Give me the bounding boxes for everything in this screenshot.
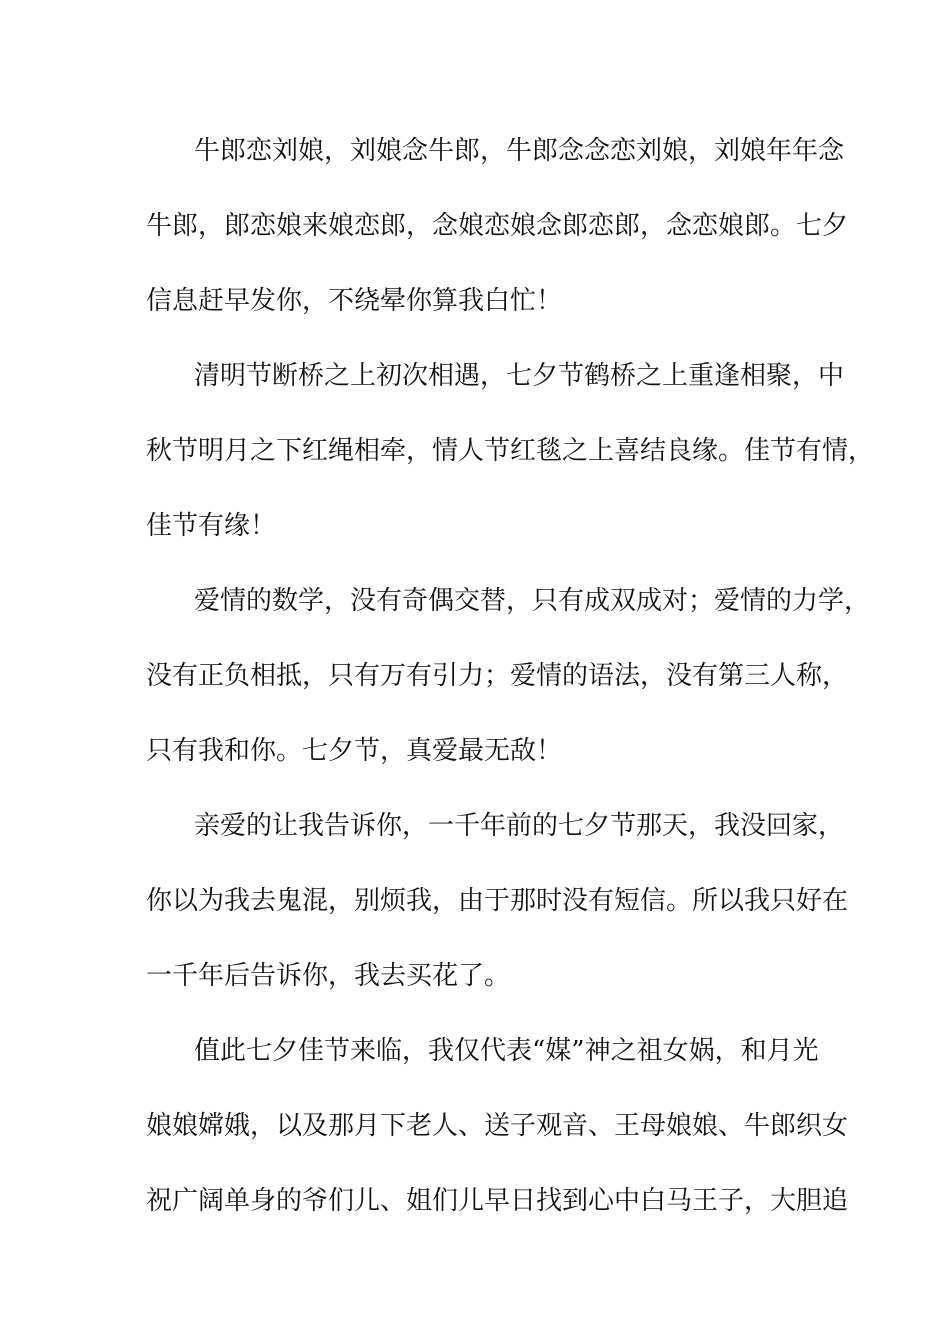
paragraph-4-line-2: 你以为我去鬼混，别烦我，由于那时没有短信。所以我只好在 (146, 886, 849, 916)
paragraph-3-line-1: 爱情的数学，没有奇偶交替，只有成双成对；爱情的力学， (194, 586, 871, 616)
paragraph-2-line-1: 清明节断桥之上初次相遇，七夕节鹤桥之上重逢相聚，中 (194, 361, 845, 391)
paragraph-4-line-1: 亲爱的让我告诉你，一千年前的七夕节那天，我没回家， (194, 811, 845, 841)
paragraph-2-line-2: 秋节明月之下红绳相牵，情人节红毯之上喜结良缘。佳节有情， (146, 436, 875, 466)
paragraph-5-line-2: 娘娘嫦娥，以及那月下老人、送子观音、王母娘娘、牛郎织女 (146, 1111, 849, 1141)
paragraph-5-line-1: 值此七夕佳节来临，我仅代表“媒”神之祖女娲，和月光 (194, 1036, 819, 1066)
paragraph-2-line-3: 佳节有缘！ (146, 511, 277, 541)
paragraph-1-line-2: 牛郎，郎恋娘来娘恋郎，念娘恋娘念郎恋郎，念恋娘郎。七夕 (146, 211, 849, 241)
paragraph-3-line-3: 只有我和你。七夕节，真爱最无敌！ (146, 736, 563, 766)
paragraph-4-line-3: 一千年后告诉你，我去买花了。 (146, 961, 511, 991)
paragraph-1-line-3: 信息赶早发你，不绕晕你算我白忙！ (146, 286, 563, 316)
paragraph-1-line-1: 牛郎恋刘娘，刘娘念牛郎，牛郎念念恋刘娘，刘娘年年念 (194, 136, 845, 166)
paragraph-5-line-3: 祝广阔单身的爷们儿、姐们儿早日找到心中白马王子，大胆追 (146, 1186, 849, 1216)
paragraph-3-line-2: 没有正负相抵，只有万有引力；爱情的语法，没有第三人称， (146, 661, 849, 691)
